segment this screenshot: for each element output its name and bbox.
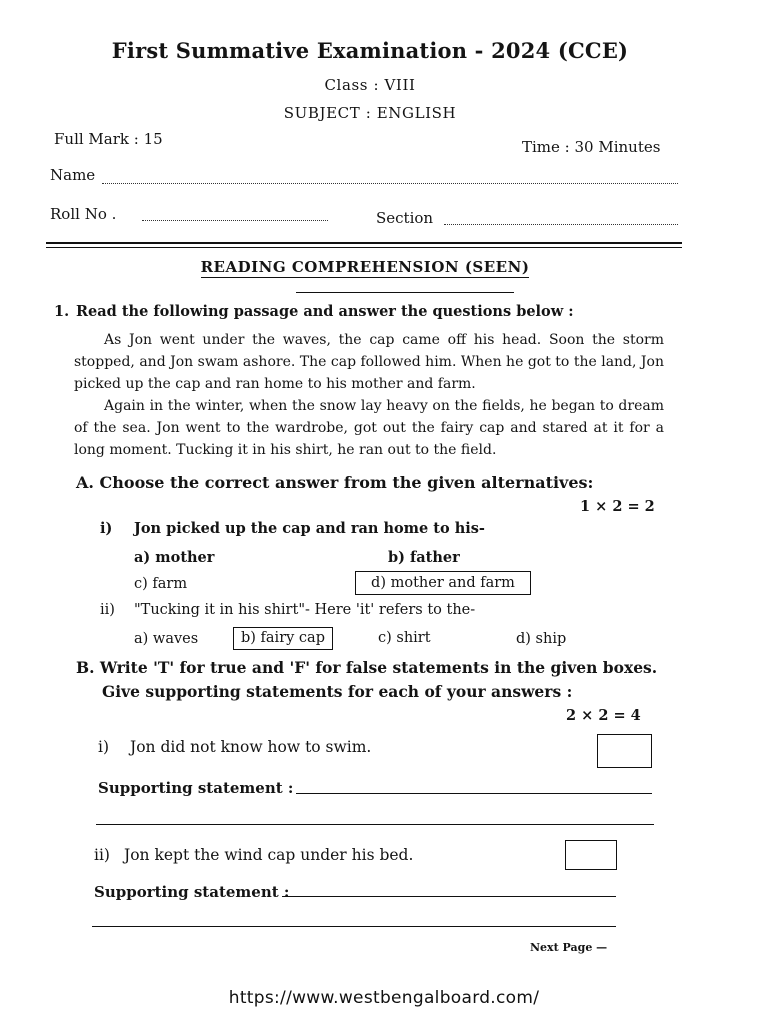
partB-q1-support-line-1[interactable] bbox=[296, 793, 652, 794]
q1-instruction: Read the following passage and answer the questions below : bbox=[76, 303, 574, 320]
name-label: Name bbox=[50, 166, 96, 184]
passage-paragraph-1: As Jon went under the waves, the cap came off his head. Soon the storm stopped, and Jon swam ashore. The cap followed him. When he got to the land, Jon picked up the cap and ran home to his mother and farm. bbox=[74, 332, 664, 392]
partA-q1-option-c[interactable]: c) farm bbox=[134, 576, 188, 592]
partB-q2-text: Jon kept the wind cap under his bed. bbox=[124, 846, 414, 864]
partB-heading-line2: Give supporting statements for each of your answers : bbox=[102, 682, 573, 701]
footer-url[interactable]: https://www.westbengalboard.com/ bbox=[228, 988, 540, 1008]
partB-q2-support-line-1[interactable] bbox=[282, 896, 616, 897]
partA-q2-option-b-selected[interactable]: b) fairy cap bbox=[233, 627, 333, 650]
section-field-line[interactable] bbox=[444, 224, 678, 225]
partA-heading: A. Choose the correct answer from the given alternatives: bbox=[76, 473, 594, 492]
partB-marks: 2 × 2 = 4 bbox=[566, 707, 641, 724]
next-page-note: Next Page — bbox=[530, 941, 608, 954]
partA-q1-option-d-selected[interactable]: d) mother and farm bbox=[355, 571, 531, 595]
partB-q2-support-label: Supporting statement : bbox=[94, 883, 290, 901]
partB-q2-support-line-2[interactable] bbox=[92, 926, 616, 927]
section-label: Section bbox=[376, 209, 434, 227]
exam-title: First Summative Examination - 2024 (CCE) bbox=[111, 38, 629, 63]
partA-q2-option-a[interactable]: a) waves bbox=[134, 631, 199, 647]
roll-label: Roll No . bbox=[50, 205, 117, 223]
partB-q1-support-line-2[interactable] bbox=[96, 824, 654, 825]
header-divider-top bbox=[46, 242, 682, 244]
partA-q2-text: "Tucking it in his shirt"- Here 'it' refers to the- bbox=[134, 602, 476, 618]
partA-q1-option-a[interactable]: a) mother bbox=[134, 549, 215, 566]
section-title-rule bbox=[296, 292, 514, 293]
name-field-line[interactable] bbox=[102, 183, 678, 184]
partB-q2-answer-box[interactable] bbox=[565, 840, 617, 870]
partB-q2-number: ii) bbox=[94, 846, 110, 864]
passage-paragraph-2: Again in the winter, when the snow lay heavy on the fields, he began to dream of the sea. Jon went to the wardrobe, got out the fairy cap and stared at it for a long moment. Tucking it in his shirt, he ran out to the field. bbox=[74, 398, 664, 458]
partA-q2-option-d[interactable]: d) ship bbox=[516, 631, 567, 647]
partA-q2-option-c[interactable]: c) shirt bbox=[378, 630, 431, 646]
partA-q1-text: Jon picked up the cap and ran home to his- bbox=[134, 520, 485, 537]
subject-line: SUBJECT : ENGLISH bbox=[283, 104, 457, 122]
passage bbox=[74, 329, 664, 461]
partA-q2-number: ii) bbox=[100, 602, 115, 618]
header-divider-bottom bbox=[46, 247, 682, 248]
partA-q1-option-b[interactable]: b) father bbox=[388, 549, 460, 566]
section-title: READING COMPREHENSION (SEEN) bbox=[200, 258, 530, 276]
partB-q1-text: Jon did not know how to swim. bbox=[130, 738, 372, 756]
partB-q1-support-label: Supporting statement : bbox=[98, 779, 294, 797]
partB-q1-number: i) bbox=[98, 738, 110, 756]
partB-heading-line1: B. Write 'T' for true and 'F' for false statements in the given boxes. bbox=[76, 658, 658, 677]
partA-marks: 1 × 2 = 2 bbox=[580, 498, 655, 515]
q1-number: 1. bbox=[54, 303, 70, 320]
roll-field-line[interactable] bbox=[142, 220, 328, 221]
full-mark: Full Mark : 15 bbox=[54, 130, 163, 148]
partB-q1-answer-box[interactable] bbox=[597, 734, 652, 768]
time-allowed: Time : 30 Minutes bbox=[522, 138, 661, 156]
partA-q1-number: i) bbox=[100, 520, 113, 537]
class-line: Class : VIII bbox=[324, 76, 416, 94]
